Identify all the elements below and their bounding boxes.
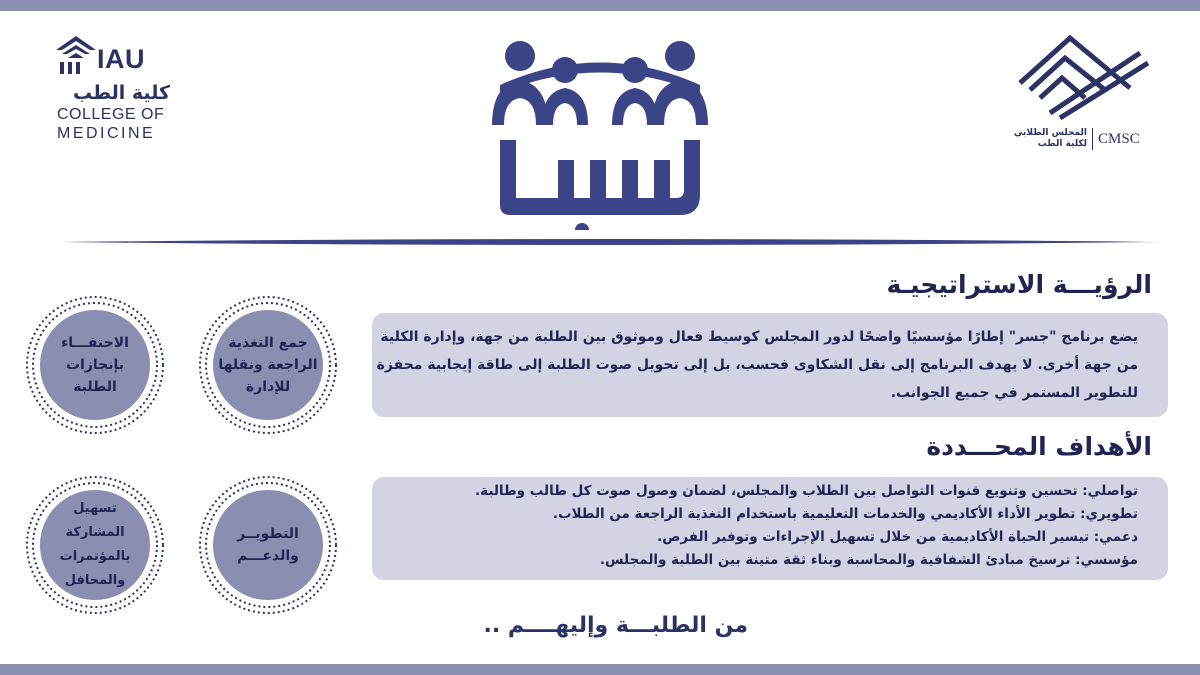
college-name-en-2: MEDICINE bbox=[57, 125, 156, 142]
goal-item: مؤسسي: ترسيخ مبادئ الشفافية والمحاسبة وبناء ثقة متينة بين الطلبة والمجلس. bbox=[599, 552, 1138, 568]
logo-separator bbox=[1092, 128, 1093, 150]
section-divider bbox=[60, 238, 1160, 246]
goal-item: تواصلي: تحسين وتنويع قنوات التواصل بين الطلاب والمجلس، لضمان وصول صوت كل طالب وطالبة. bbox=[475, 483, 1138, 499]
circle-label: الاحتفـــاء بإنجازات الطلبة bbox=[61, 335, 129, 395]
circle-feedback bbox=[193, 290, 343, 440]
cmsc-logo bbox=[1010, 28, 1155, 158]
circle-label: التطويــر والدعـــم bbox=[237, 526, 299, 564]
goals-panel bbox=[372, 477, 1168, 580]
circle-celebrate bbox=[20, 290, 170, 440]
goals-title: الأهداف المحـــددة bbox=[926, 432, 1152, 461]
circle-label: جمع التغذية الراجعة ونقلها للإدارة bbox=[218, 335, 318, 395]
college-name-en-1: COLLEGE OF bbox=[57, 106, 165, 123]
iau-emblem-icon bbox=[54, 32, 98, 76]
iau-logo bbox=[54, 32, 184, 152]
iau-brand: IAU bbox=[97, 44, 145, 74]
jisr-logo bbox=[470, 30, 730, 230]
college-name-ar: كلية الطب bbox=[73, 82, 170, 104]
council-abbr: CMSC bbox=[1098, 131, 1140, 147]
cmsc-emblem-icon bbox=[1010, 28, 1155, 123]
top-band bbox=[0, 0, 1200, 11]
vision-title: الرؤيـــة الاستراتيجيـة bbox=[886, 270, 1152, 299]
circle-participation bbox=[20, 470, 170, 620]
circle-label: تسهيل المشاركة بالمؤتمرات والمحافل bbox=[59, 501, 131, 588]
slogan: من الطلبـــة وإليهــــم .. bbox=[483, 613, 748, 638]
bottom-band bbox=[0, 664, 1200, 675]
council-name-ar: المجلس الطلابي لكلية الطب bbox=[1013, 128, 1087, 149]
vision-body: يضع برنامج "جسر" إطارًا مؤسسيًا واضحًا لدور المجلس كوسيط فعال وموثوق بين الطلبة من جهة، وإدارة الكلية من جهة أخرى. لا يهدف البرنامج إلى نقل الشكاوى فحسب، بل إلى تحويل صوت الطلبة إلى طاقة إيجابية محفزة للتطوير المستمر في جميع الجوانب. bbox=[376, 329, 1138, 401]
jisr-emblem-icon bbox=[470, 30, 730, 230]
goal-item: تطويري: تطوير الأداء الأكاديمي والخدمات التعليمية باستخدام التغذية الراجعة من الطلاب. bbox=[552, 506, 1138, 522]
vision-panel bbox=[372, 313, 1168, 417]
goal-item: دعمي: تيسير الحياة الأكاديمية من خلال تسهيل الإجراءات وتوفير الفرص. bbox=[657, 529, 1138, 545]
circle-development bbox=[193, 470, 343, 620]
